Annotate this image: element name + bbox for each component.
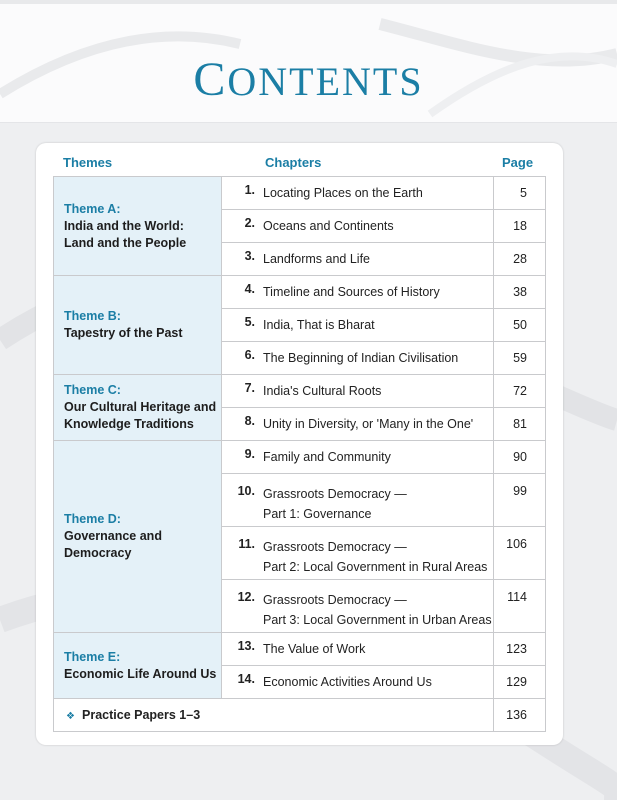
- chapter-title-line: Part 1: Governance: [263, 507, 372, 521]
- chapter-cell[interactable]: [222, 375, 494, 408]
- chapter-title-line: The Value of Work: [263, 642, 366, 656]
- chapter-cell[interactable]: [222, 408, 494, 441]
- page-number: 5: [494, 177, 546, 210]
- theme-label: Theme E:: [64, 649, 121, 664]
- chapter-number: 9.: [244, 447, 255, 461]
- chapter-number: 5.: [244, 315, 255, 329]
- theme-cell: [54, 177, 222, 276]
- theme-cell: [54, 375, 222, 441]
- chapter-number: 3.: [244, 249, 255, 263]
- page-number: 28: [494, 243, 546, 276]
- page-number: 114: [494, 580, 546, 633]
- chapter-title-line: Locating Places on the Earth: [263, 186, 423, 200]
- chapter-title-line: Timeline and Sources of History: [263, 285, 440, 299]
- column-header-page: Page: [502, 155, 534, 170]
- theme-name: India and the World:: [64, 218, 184, 233]
- chapter-title-line: Unity in Diversity, or 'Many in the One': [263, 417, 474, 431]
- theme-cell: [54, 441, 222, 633]
- chapter-cell[interactable]: [222, 276, 494, 309]
- chapter-cell[interactable]: [222, 633, 494, 666]
- chapter-cell[interactable]: [222, 441, 494, 474]
- chapter-number: 6.: [244, 348, 255, 362]
- theme-cell: [54, 633, 222, 699]
- diamond-bullet-icon: ❖: [66, 711, 75, 722]
- chapter-title: [255, 484, 407, 524]
- theme-name: Economic Life Around Us: [64, 666, 217, 681]
- theme-label: Theme B:: [64, 309, 121, 323]
- table-row: [54, 375, 546, 408]
- chapter-title: [255, 183, 423, 203]
- chapter-title: [255, 537, 487, 577]
- chapter-number: 14.: [237, 672, 255, 686]
- table-row: [54, 441, 546, 474]
- chapter-cell[interactable]: [222, 309, 494, 342]
- chapter-cell[interactable]: [222, 243, 494, 276]
- chapter-number: 1.: [244, 183, 255, 197]
- chapter-number: 2.: [244, 216, 255, 230]
- chapter-title-line: Part 2: Local Government in Rural Areas: [263, 560, 488, 574]
- chapter-title-line: Economic Activities Around Us: [263, 675, 432, 689]
- chapter-title-line: Oceans and Continents: [263, 219, 394, 233]
- column-header-chapters: Chapters: [265, 155, 322, 170]
- page-number: 72: [494, 375, 546, 408]
- chapter-title-line: Grassroots Democracy —: [263, 487, 407, 501]
- page-title: CONTENTS: [193, 53, 424, 106]
- theme-name: Democracy: [64, 546, 132, 560]
- page-number: 136: [494, 699, 546, 732]
- chapter-cell[interactable]: [222, 177, 494, 210]
- chapter-title-line: Part 3: Local Government in Urban Areas: [263, 613, 492, 627]
- chapter-number: 10.: [237, 484, 255, 498]
- practice-papers-row[interactable]: [54, 699, 546, 732]
- chapter-title-line: Grassroots Democracy —: [263, 593, 407, 607]
- page-number: 106: [494, 527, 546, 580]
- practice-papers-cell[interactable]: [54, 699, 494, 732]
- table-row: [54, 177, 546, 210]
- chapter-title-line: Family and Community: [263, 450, 391, 464]
- page-number: 18: [494, 210, 546, 243]
- theme-name: Governance and: [64, 529, 162, 543]
- chapter-title: [255, 414, 473, 434]
- theme-cell: [54, 276, 222, 375]
- theme-name: Knowledge Traditions: [64, 417, 194, 431]
- chapter-number: 8.: [244, 414, 255, 428]
- table-row: [54, 633, 546, 666]
- page-number: 38: [494, 276, 546, 309]
- chapter-title-line: The Beginning of Indian Civilisation: [263, 351, 459, 365]
- chapter-title-line: India, That is Bharat: [263, 318, 375, 332]
- chapter-title: [255, 381, 381, 401]
- chapter-title: [255, 348, 458, 368]
- chapter-title: [255, 672, 432, 692]
- chapter-number: 11.: [238, 537, 255, 551]
- theme-label: Theme A:: [64, 201, 121, 216]
- page-number: 81: [494, 408, 546, 441]
- practice-papers-label: Practice Papers 1–3: [82, 708, 201, 722]
- column-header-themes: Themes: [63, 155, 113, 170]
- theme-name: Our Cultural Heritage and: [64, 400, 217, 414]
- chapter-cell[interactable]: [222, 210, 494, 243]
- theme-name: Land and the People: [64, 235, 187, 250]
- chapter-cell[interactable]: [222, 474, 494, 527]
- chapter-number: 7.: [244, 381, 255, 395]
- chapter-cell[interactable]: [222, 527, 494, 580]
- theme-label: Theme C:: [64, 383, 121, 397]
- chapter-number: 12.: [237, 590, 255, 604]
- page-number: 90: [494, 441, 546, 474]
- page-number: 99: [494, 474, 546, 527]
- page-number: 123: [494, 633, 546, 666]
- chapter-cell[interactable]: [222, 342, 494, 375]
- page-number: 59: [494, 342, 546, 375]
- chapter-cell[interactable]: [222, 580, 494, 633]
- page-number: 129: [494, 666, 546, 699]
- chapter-title: [255, 447, 391, 467]
- theme-name: Tapestry of the Past: [64, 326, 183, 340]
- contents-table: [53, 176, 546, 732]
- chapter-title: [255, 590, 492, 630]
- chapter-cell[interactable]: [222, 666, 494, 699]
- page-number: 50: [494, 309, 546, 342]
- chapter-title: [255, 249, 370, 269]
- chapter-title-line: Landforms and Life: [263, 252, 371, 266]
- chapter-title-line: Grassroots Democracy —: [263, 540, 407, 554]
- chapter-title: [255, 282, 440, 302]
- chapter-title: [255, 315, 375, 335]
- chapter-title: [255, 639, 365, 659]
- chapter-title: [255, 216, 394, 236]
- table-row: [54, 276, 546, 309]
- chapter-title-line: India's Cultural Roots: [263, 384, 382, 398]
- chapter-number: 4.: [244, 282, 255, 296]
- theme-label: Theme D:: [64, 512, 121, 526]
- chapter-number: 13.: [237, 639, 255, 653]
